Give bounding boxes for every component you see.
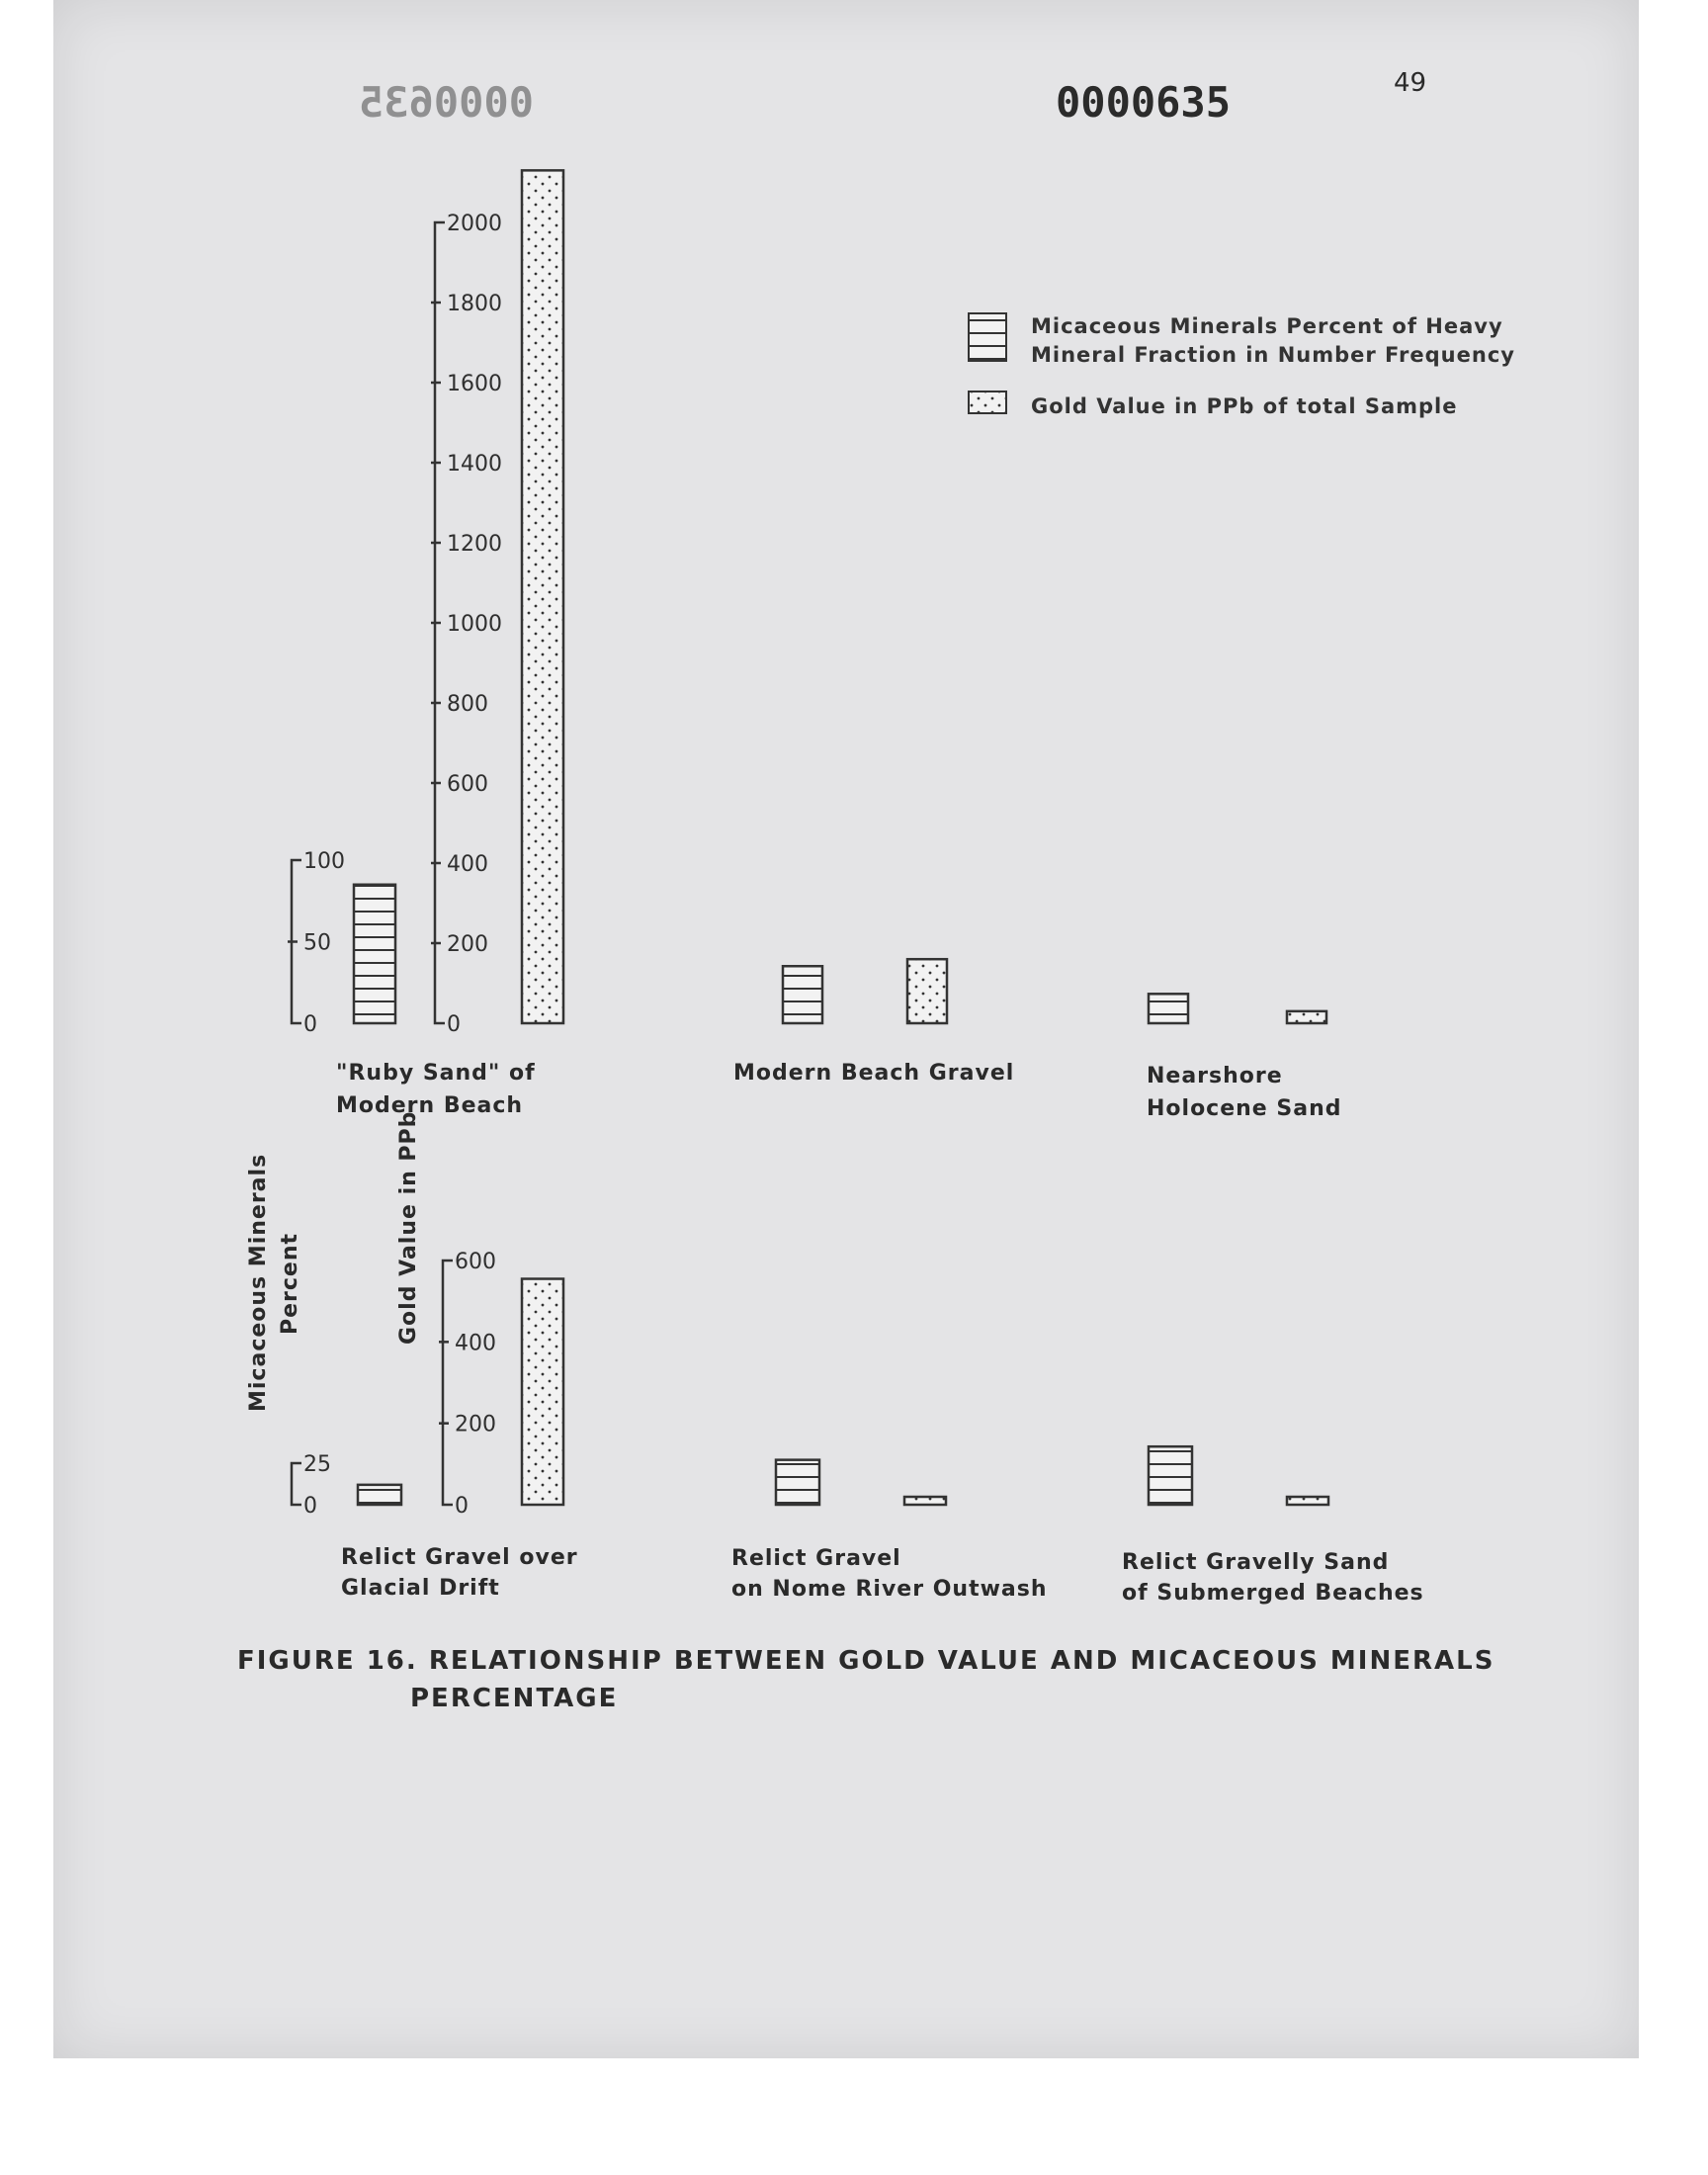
bottom-group-label: of Submerged Beaches	[1122, 1581, 1424, 1606]
top-gold-tick-label: 400	[447, 852, 488, 877]
bottom-mica-bar	[358, 1485, 401, 1505]
bottom-gold-tick-label: 400	[455, 1331, 496, 1356]
legend-swatch-mica	[969, 313, 1006, 361]
top-gold-tick-label: 1000	[447, 612, 502, 637]
bottom-gold-bar	[522, 1279, 563, 1505]
bottom-mica-bar	[776, 1460, 819, 1505]
legend-mica-line1: Micaceous Minerals Percent of Heavy	[1031, 314, 1503, 338]
top-gold-tick-label: 1600	[447, 372, 502, 396]
top-mica-bar	[354, 885, 395, 1023]
top-mica-bar	[1149, 994, 1188, 1023]
top-gold-bar	[1287, 1011, 1326, 1023]
top-gold-tick-label: 200	[447, 932, 488, 957]
legend-swatch-gold	[969, 392, 1006, 413]
bottom-gold-bar	[904, 1497, 946, 1505]
bottom-group-label: Relict Gravel over	[341, 1545, 578, 1570]
bottom-mica-axis-line	[292, 1463, 301, 1505]
bottom-mica-tick-label: 25	[303, 1452, 331, 1477]
bottom-mica-tick-label: 0	[303, 1494, 317, 1519]
mica-axis-title-line1: Micaceous Minerals	[246, 1153, 271, 1412]
top-mica-bar	[783, 966, 822, 1023]
top-group-label: Modern Beach	[336, 1093, 524, 1118]
top-group-label: Holocene Sand	[1147, 1096, 1342, 1121]
plot-layer	[288, 170, 1424, 1606]
mica-axis-title-line2: Percent	[278, 1232, 302, 1335]
top-gold-tick-label: 0	[447, 1012, 461, 1037]
bottom-gold-tick-label: 0	[455, 1494, 469, 1519]
bottom-gold-axis-line	[443, 1261, 453, 1505]
top-gold-tick-label: 1400	[447, 452, 502, 477]
top-mica-tick-label: 100	[303, 849, 345, 874]
top-mica-tick-label: 0	[303, 1012, 317, 1037]
page-number: 49	[1394, 68, 1427, 98]
top-gold-tick-label: 1200	[447, 532, 502, 557]
bottom-group-label: Relict Gravelly Sand	[1122, 1550, 1390, 1575]
figure-caption-line2: PERCENTAGE	[410, 1684, 619, 1713]
top-mica-tick-label: 50	[303, 930, 331, 956]
bottom-gold-tick-label: 600	[455, 1250, 496, 1274]
top-gold-bar	[907, 959, 947, 1023]
bottom-group-label: Relict Gravel	[731, 1546, 901, 1571]
bottom-mica-bar	[1149, 1446, 1192, 1505]
bottom-gold-tick-label: 200	[455, 1412, 496, 1437]
top-gold-tick-label: 600	[447, 772, 488, 797]
legend	[969, 313, 1515, 418]
bottom-gold-bar	[1287, 1497, 1328, 1505]
document-stamp: 0000635	[1056, 78, 1232, 127]
figure-caption-line1: FIGURE 16. RELATIONSHIP BETWEEN GOLD VALUE AND MICACEOUS MINERALS	[237, 1646, 1495, 1676]
top-gold-tick-label: 2000	[447, 212, 502, 236]
gold-axis-title: Gold Value in PPb	[396, 1110, 421, 1345]
bottom-group-label: Glacial Drift	[341, 1576, 500, 1601]
mirrored-stamp: 0000635	[358, 78, 534, 127]
legend-gold-text: Gold Value in PPb of total Sample	[1031, 394, 1458, 418]
top-group-label: "Ruby Sand" of	[336, 1061, 536, 1086]
legend-mica-line2: Mineral Fraction in Number Frequency	[1031, 343, 1515, 367]
bottom-group-label: on Nome River Outwash	[731, 1577, 1048, 1602]
top-gold-bar	[522, 170, 563, 1023]
top-group-label: Modern Beach Gravel	[733, 1061, 1015, 1086]
top-group-label: Nearshore	[1147, 1064, 1283, 1088]
top-gold-tick-label: 1800	[447, 292, 502, 316]
top-gold-tick-label: 800	[447, 692, 488, 717]
